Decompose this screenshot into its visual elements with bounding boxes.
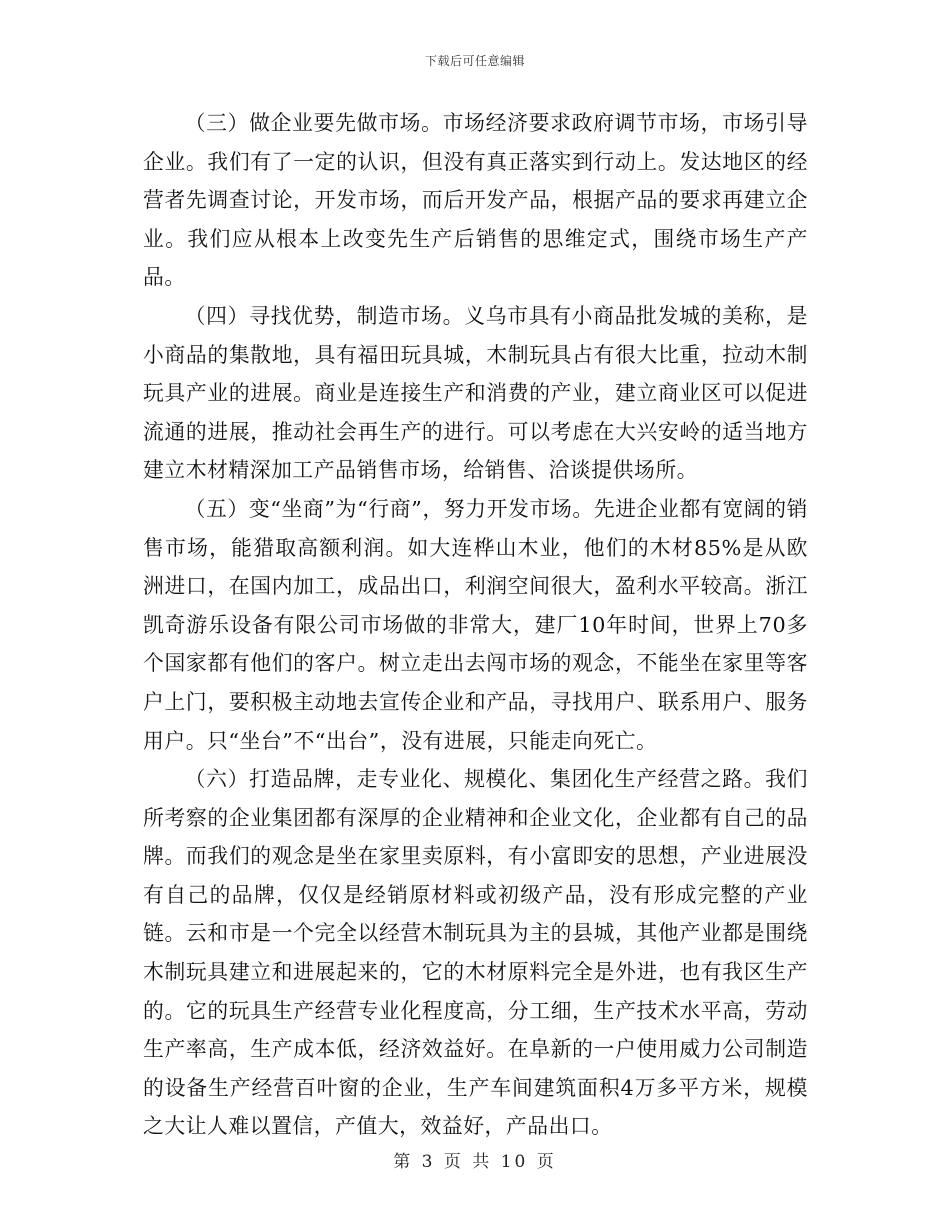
paragraph-6: （六）打造品牌，走专业化、规模化、集团化生产经营之路。我们所考察的企业集团都有深厚的企业精神和企业文化，企业都有自己的品牌。而我们的观念是坐在家里卖原料，有小富即安的思想，产业进展没有自己的品牌，仅仅是经销原材料或初级产品，没有形成完整的产业链。云和市是一个完全以经营木制玩具为主的县城，其他产业都是围绕木制玩具建立和进展起来的，它的木材原料完全是外进，也有我区生产的。它的玩具生产经营专业化程度高，分工细，生产技术水平高，劳动生产率高，生产成本低，经济效益好。在阜新的一户使用威力公司制造的设备生产经营百叶窗的企业，生产车间建筑面积4万多平方米，规模之大让人难以置信，产值大，效益好，产品出口。: [143, 767, 808, 1139]
page-number-footer: 第 3 页 共 10 页: [393, 1152, 557, 1172]
page-header: 下载后可任意编辑: [424, 54, 525, 68]
paragraph-4: （四）寻找优势，制造市场。义乌市具有小商品批发城的美称，是小商品的集散地，具有福田玩具城，木制玩具占有很大比重，拉动木制玩具产业的进展。商业是连接生产和消费的产业，建立商业区可以促进流通的进展，推动社会再生产的进行。可以考虑在大兴安岭的适当地方建立木材精深加工产品销售市场，给销售、洽谈提供场所。: [143, 303, 808, 483]
paragraph-3: （三）做企业要先做市场。市场经济要求政府调节市场，市场引导企业。我们有了一定的认识，但没有真正落实到行动上。发达地区的经营者先调查讨论，开发市场，而后开发产品，根据产品的要求再建立企业。我们应从根本上改变先生产后销售的思维定式，围绕市场生产产品。: [143, 111, 808, 290]
document-body: [143, 104, 808, 1146]
paragraph-5: （五）变“坐商”为“行商”，努力开发市场。先进企业都有宽阔的销售市场，能猎取高额利润。如大连桦山木业，他们的木材85%是从欧洲进口，在国内加工，成品出口，利润空间很大，盈利水平较高。浙江凯奇游乐设备有限公司市场做的非常大，建厂10年时间，世界上70多个国家都有他们的客户。树立走出去闯市场的观念，不能坐在家里等客户上门，要积极主动地去宣传企业和产品，寻找用户、联系用户、服务用户。只“坐台”不“出台”，没有进展，只能走向死亡。: [143, 496, 808, 753]
